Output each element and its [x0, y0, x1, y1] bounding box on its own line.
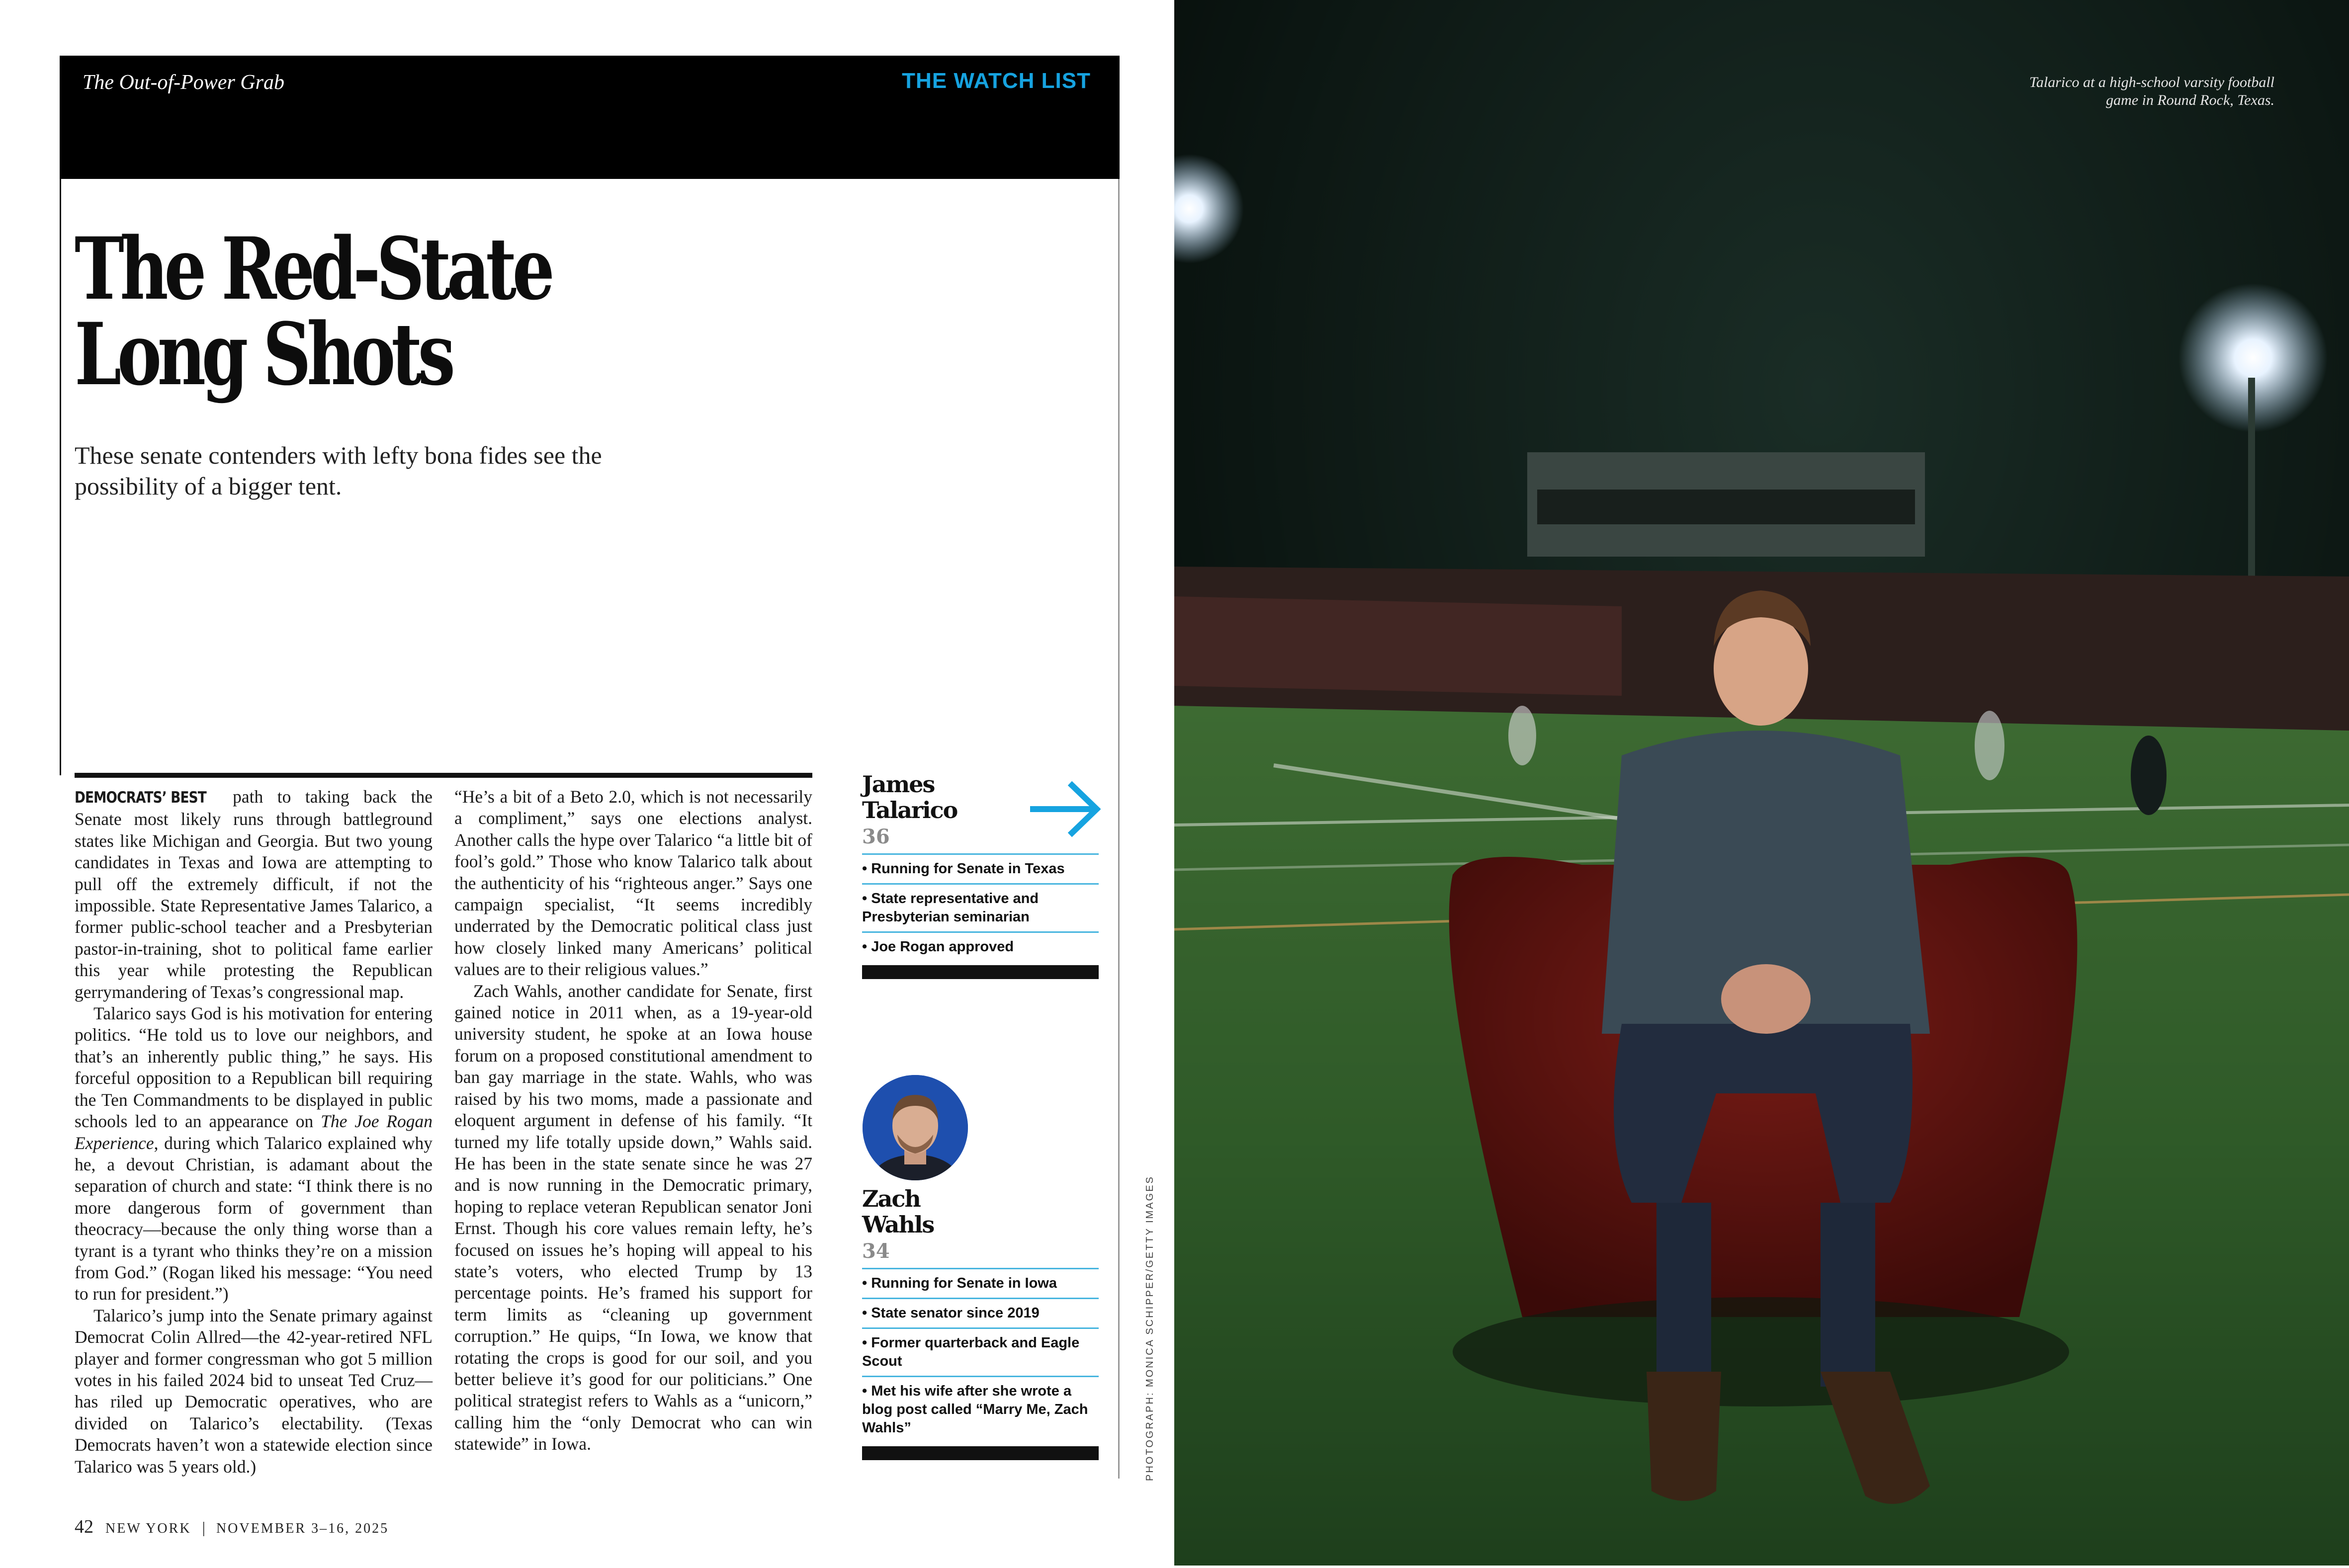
candidate-fact: • Running for Senate in Texas	[862, 853, 1099, 883]
headline-line-1: The Red-State	[75, 218, 551, 319]
paragraph-text: Talarico says God is his motivation for entering politics. “He told us to love our neighbors, and that’s an inherently public thing,” he says. His forceful opposition to a Republican bill requiring the Ten Commandments to be displayed in public schools led to an appearance on	[75, 1003, 433, 1132]
photo-caption: Talarico at a high-school varsity football game in Round Rock, Texas.	[2029, 74, 2274, 108]
lead-in: DEMOCRATS’ BEST	[75, 789, 206, 807]
candidate-fact: • Joe Rogan approved	[862, 931, 1099, 961]
body-paragraph: Talarico’s jump into the Senate primary against Democrat Colin Allred—the 42-year-retired NFL player and former congressman who got 5 million votes in his failed 2024 bid to unseat Ted Cruz—has riled up Democratic operatives, who are divided on Talarico’s electability. (Texas Democrats haven’t won a statewide election since Talarico was 5 years old.)	[75, 1305, 433, 1477]
avatar	[863, 1075, 968, 1180]
frame-rule-left	[60, 179, 61, 775]
paragraph-text: , during which Talarico explained why he, a devout Christian, is adamant about the separation of church and state: “I think there is no more dangerous form of government than theocracy—because the only thing worse than a tyrant is a tyrant who thinks they’re on a mission from God.” (Rogan liked his message: “You need to run for president.”)	[75, 1133, 433, 1304]
left-page	[0, 0, 1174, 1566]
body-paragraph: Zach Wahls, another candidate for Senate, first gained notice in 2011 when, as a 19-year-old university student, he spoke at an Iowa house forum on a proposed constitutional amendment to ban gay marriage in the state. Wahls, who was raised by his two moms, made a passionate and eloquent argument in defense of his family. “It turned my life totally upside down,” Wahls said. He has been in the state senate since he was 27 and is now running in the Democratic primary, hoping to replace veteran Republican senator Joni Ernst. Though his core values remain lefty, he’s focused on issues he’s hoping will appeal to his state’s voters, who elected Trump by 13 percentage points. He’s framed his support for term limits as “cleaning up government corruption.” He quips, “In Iowa, we know that rotating the crops is good for our soil, and you better believe it’s good for our politicians.” One political strategist refers to Wahls as a “unicorn,” calling him the “only Democrat who can win statewide” in Iowa.	[454, 981, 812, 1454]
watch-list-label: THE WATCH LIST	[902, 69, 1091, 93]
candidate-age: 36	[862, 825, 890, 848]
publication-name: NEW YORK	[105, 1521, 191, 1536]
candidate-age: 34	[862, 1239, 890, 1263]
body-paragraph	[75, 1003, 433, 1305]
candidate-fact: • State representative and Presbyterian seminarian	[862, 883, 1099, 931]
paragraph-text: path to taking back the Senate most likely runs through battleground states like Michigan and Georgia. But two young candidates in Texas and Iowa are attempting to pull off the extremely difficult, if not the impossible. State Representative James Talarico, a former public-school teacher and a Presbyterian pastor-in-training, shot to political fame earlier this year while protesting the Republican gerrymandering of Texas’s congressional map.	[75, 787, 433, 1002]
folio-separator: |	[202, 1518, 205, 1536]
issue-date: NOVEMBER 3–16, 2025	[216, 1521, 389, 1536]
dek: These senate contenders with lefty bona fides see the possibility of a bigger tent.	[75, 441, 602, 500]
card-bottom-rule	[862, 1446, 1099, 1460]
folio	[75, 1516, 389, 1538]
show-title: The Joe Rogan Experience	[75, 1111, 433, 1153]
candidate-first-name: James	[862, 771, 935, 798]
candidate-fact: • State senator since 2019	[862, 1298, 1099, 1327]
card-bottom-rule	[862, 965, 1099, 979]
header-bar	[60, 56, 1120, 179]
candidate-last-name: Wahls	[862, 1211, 934, 1238]
body-paragraph: “He’s a bit of a Beto 2.0, which is not necessarily a compliment,” says one elections analyst. Another calls the hype over Talarico “a little bit of fool’s gold.” Those who know Talarico talk about the authenticity of his “righteous anger.” Says one campaign specialist, “It seems incredibly underrated by the Democratic political class just how closely linked many Americans’ political values are to their religious values.”	[454, 787, 812, 980]
candidate-fact: • Former quarterback and Eagle Scout	[862, 1327, 1099, 1376]
candidate-first-name: Zach	[862, 1185, 920, 1212]
feature-photo	[1174, 0, 2349, 1566]
candidate-fact: • Running for Senate in Iowa	[862, 1268, 1099, 1298]
candidate-last-name: Talarico	[862, 797, 957, 824]
body-column-2	[454, 786, 812, 1455]
page-number: 42	[75, 1516, 93, 1537]
stadium-photo-illustration	[1174, 0, 2349, 1566]
candidate-card-talarico	[862, 771, 1099, 979]
photo-credit: PHOTOGRAPH: MONICA SCHIPPER/GETTY IMAGES	[1144, 1175, 1155, 1481]
frame-rule-right	[1118, 179, 1120, 1479]
headline-line-2: Long Shots	[75, 304, 451, 405]
headline	[75, 218, 617, 405]
candidate-fact: • Met his wife after she wrote a blog post called “Marry Me, Zach Wahls”	[862, 1376, 1099, 1442]
section-name: The Out-of-Power Grab	[83, 71, 284, 94]
candidate-card-wahls	[862, 1186, 1099, 1460]
body-top-rule	[75, 773, 812, 778]
body-paragraph	[75, 786, 433, 1003]
body-column-1	[75, 786, 433, 1478]
